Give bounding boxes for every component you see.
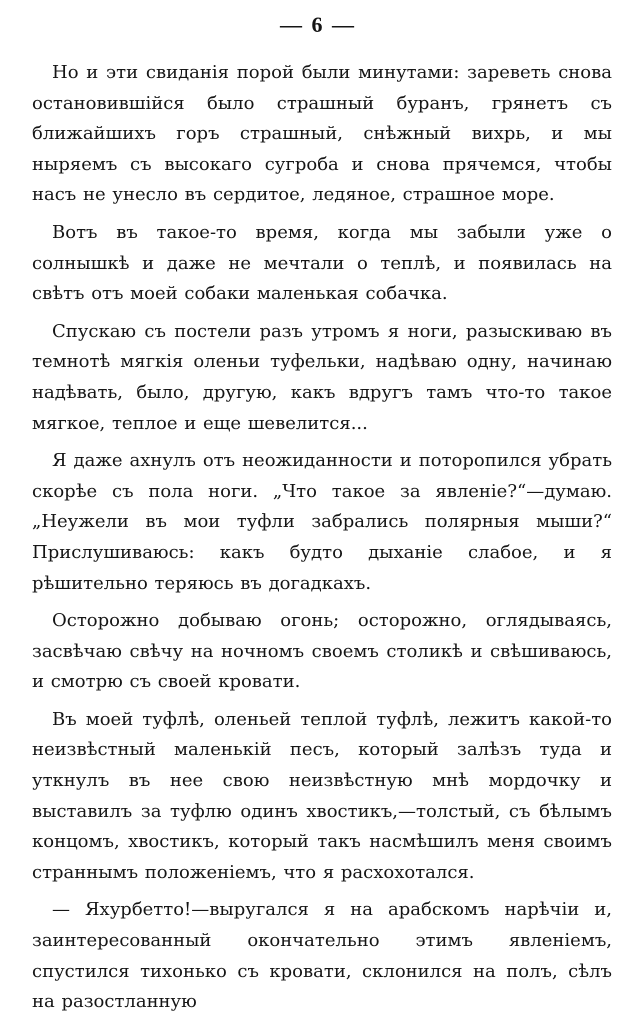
paragraph-7: — Яхурбетто!—выругался я на арабскомъ нарѣчіи и, заинтересованный окончательно этимъ явленіемъ, спустился тихонько съ кровати, склонился на полъ, сѣлъ на разостланную bbox=[32, 899, 612, 1013]
paragraph-6: Въ моей туфлѣ, оленьей теплой туфлѣ, лежитъ какой-то неизвѣстный маленькій песъ, который залѣзъ туда и уткнулъ въ нее свою неизвѣстную мнѣ мордочку и выставилъ за туфлю одинъ хвостикъ,—толстый, съ бѣлымъ концомъ, хвостикъ, который такъ насмѣшилъ меня своимъ страннымъ положеніемъ, что я расхохотался. bbox=[32, 708, 612, 883]
paragraph-3: Спускаю съ постели разъ утромъ я ноги, разыскиваю въ темнотѣ мягкія оленьи туфельки, надѣваю одну, начинаю надѣвать, было, другую, какъ вдругъ тамъ что-то такое мягкое, теплое и еще шевелится... bbox=[32, 320, 612, 434]
paragraph-1: Но и эти свиданія порой были минутами: зареветь снова остановившійся было страшный буранъ, грянетъ съ ближайшихъ горъ страшный, снѣжный вихрь, и мы ныряемъ съ высокаго сугроба и снова прячемся, чтобы насъ не унесло въ сердитое, ледяное, страшное море. bbox=[32, 62, 612, 206]
paragraph-4: Я даже ахнулъ отъ неожиданности и поторопился убрать скорѣе съ пола ноги. „Что такое за явленіе?“—думаю. „Неужели въ мои туфли забрались полярныя мыши?“ Прислушиваюсь: какъ будто дыханіе слабое, и я рѣшительно теряюсь въ догадкахъ. bbox=[32, 450, 612, 594]
paragraph-5: Осторожно добываю огонь; осторожно, оглядываясь, засвѣчаю свѣчу на ночномъ своемъ столикѣ и свѣшиваюсь, и смотрю съ своей кровати. bbox=[32, 610, 612, 693]
paragraph-2: Вотъ въ такое-то время, когда мы забыли уже о солнышкѣ и даже не мечтали о теплѣ, и появилась на свѣтъ отъ моей собаки маленькая собачка. bbox=[32, 221, 612, 305]
page-number: — 6 — bbox=[280, 12, 356, 37]
body-text bbox=[32, 58, 612, 1018]
